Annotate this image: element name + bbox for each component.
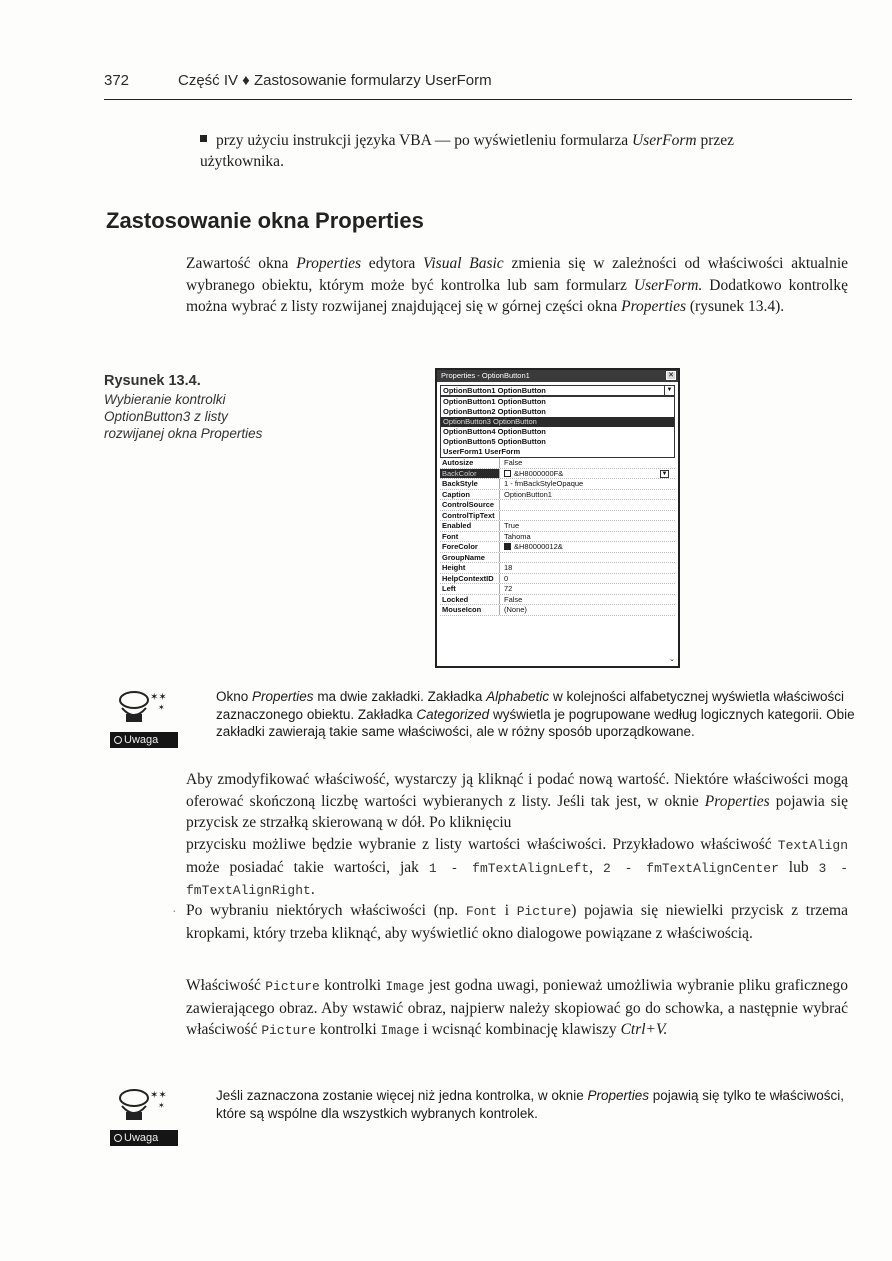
property-row bbox=[440, 458, 675, 469]
stray-mark: · bbox=[172, 905, 177, 920]
page-header bbox=[104, 72, 852, 100]
note-icon bbox=[110, 1086, 180, 1146]
body-paragraph: Aby zmodyfikować właściwość, wystarczy ją kliknąć i podać nową wartość. Niektóre właściwości mogą oferować skończoną liczbę wartości wybieranych z listy. Jeśli tak jest, w oknie Properties pojawia się przycisk ze strzałką skierowaną w dół. Po kliknięciu bbox=[186, 771, 848, 831]
figure-caption bbox=[104, 373, 279, 442]
property-row bbox=[440, 563, 675, 574]
svg-text:✶: ✶ bbox=[158, 1101, 165, 1110]
note-badge: Uwaga bbox=[110, 732, 178, 748]
lamp-icon bbox=[116, 688, 172, 728]
property-value-cell bbox=[500, 511, 675, 521]
property-row bbox=[440, 469, 675, 480]
dropdown-item: OptionButton2 OptionButton bbox=[443, 407, 546, 416]
property-value-cell bbox=[500, 521, 675, 531]
property-row bbox=[440, 532, 675, 543]
property-value-cell bbox=[500, 553, 675, 563]
object-combo-value: OptionButton1 OptionButton bbox=[443, 386, 546, 395]
property-value: OptionButton1 bbox=[504, 489, 552, 499]
body-paragraph: · Po wybraniu niektórych właściwości (np. Font i Picture) pojawia się niewielki przycisk z trzema kropkami, który trzeba kliknąć, aby wyświetlić okno dialogowe powiązane z właściwością. bbox=[172, 902, 848, 942]
svg-text:✶✶: ✶✶ bbox=[150, 692, 167, 703]
property-name: GroupName bbox=[440, 553, 500, 563]
body-paragraph: Właściwość Picture kontrolki Image jest godna uwagi, ponieważ umożliwia wybranie pliku graficznego zawierającego obraz. Aby wstawić obraz, najpierw należy skopiować go do schowka, a następnie wybrać właściwość Picture kontrolki Image i wcisnąć kombinację klawiszy Ctrl+V. bbox=[186, 977, 848, 1038]
property-value-cell bbox=[500, 605, 675, 615]
property-value: 72 bbox=[504, 584, 513, 593]
property-value: 18 bbox=[504, 563, 513, 572]
dropdown-item: UserForm1 UserForm bbox=[443, 447, 521, 456]
properties-title: Properties - OptionButton1 bbox=[441, 371, 530, 380]
dropdown-item: OptionButton4 OptionButton bbox=[443, 427, 546, 436]
note-icon bbox=[110, 688, 180, 748]
property-name: Caption bbox=[440, 490, 500, 500]
scroll-down-icon: ⌄ bbox=[669, 656, 675, 663]
property-value: True bbox=[504, 521, 520, 530]
property-row bbox=[440, 511, 675, 522]
object-dropdown-list bbox=[440, 396, 675, 458]
bullet-item: przy użyciu instrukcji języka VBA — po wyświetleniu formularza UserForm przez użytkownika. bbox=[200, 132, 734, 170]
property-name: Font bbox=[440, 532, 500, 542]
property-value: &H8000000F& bbox=[514, 468, 564, 478]
color-swatch-icon bbox=[504, 470, 511, 477]
property-name: ForeColor bbox=[440, 542, 500, 552]
property-value-cell bbox=[500, 595, 675, 605]
properties-titlebar bbox=[437, 370, 678, 382]
property-name: BackStyle bbox=[440, 479, 500, 489]
property-row bbox=[440, 574, 675, 585]
figure-number: Rysunek 13.4. bbox=[104, 373, 201, 389]
property-value: Tahoma bbox=[504, 531, 531, 541]
section-heading: Zastosowanie okna Properties bbox=[106, 208, 424, 233]
bullet-square-icon bbox=[200, 135, 207, 142]
lamp-icon bbox=[116, 1086, 172, 1126]
property-value-cell bbox=[500, 469, 675, 479]
property-value-cell bbox=[500, 532, 675, 542]
dropdown-item: OptionButton5 OptionButton bbox=[443, 437, 546, 446]
property-name: HelpContextID bbox=[440, 574, 500, 584]
property-name: Autosize bbox=[440, 458, 500, 468]
property-name: ControlSource bbox=[440, 500, 500, 510]
chevron-down-icon: ▼ bbox=[661, 470, 668, 477]
property-row bbox=[440, 595, 675, 606]
property-row bbox=[440, 490, 675, 501]
property-row bbox=[440, 542, 675, 553]
property-row bbox=[440, 500, 675, 511]
body-paragraph: przycisku możliwe będzie wybranie z listy wartości właściwości. Przykładowo właściwość TextAlign może posiadać takie wartości, jak 1 - fmTextAlignLeft, 2 - fmTextAlignCenter lub 3 - fmTextAlignRight. bbox=[186, 836, 848, 898]
close-icon: ✕ bbox=[666, 371, 676, 380]
note-badge: Uwaga bbox=[110, 1130, 178, 1146]
property-name: BackColor bbox=[440, 469, 500, 479]
property-value: 1 - fmBackStyleOpaque bbox=[504, 479, 584, 488]
figure-caption-text: Wybieranie kontrolki OptionButton3 z listy rozwijanej okna Properties bbox=[104, 392, 263, 441]
property-row bbox=[440, 479, 675, 490]
svg-text:✶: ✶ bbox=[158, 703, 165, 712]
property-row bbox=[440, 553, 675, 564]
property-value-cell bbox=[500, 563, 675, 573]
note-text: Okno Properties ma dwie zakładki. Zakładka Alphabetic w kolejności alfabetycznej wyświetla właściwości zaznaczonego obiektu. Zakładka Categorized wyświetla je pogrupowane według logicznych kategorii. Obie zakładki zawierają takie same właściwości, ale w różny sposób uporządkowane. bbox=[216, 689, 855, 739]
object-combo bbox=[440, 385, 675, 396]
property-name: Enabled bbox=[440, 521, 500, 531]
property-value: (None) bbox=[504, 605, 527, 614]
property-row bbox=[440, 605, 675, 616]
property-name: Height bbox=[440, 563, 500, 573]
svg-text:✶✶: ✶✶ bbox=[150, 1090, 167, 1101]
properties-window-figure bbox=[435, 368, 680, 668]
property-value: 0 bbox=[504, 573, 509, 583]
property-row bbox=[440, 584, 675, 595]
property-value-cell bbox=[500, 584, 675, 594]
property-name: Left bbox=[440, 584, 500, 594]
property-value-cell bbox=[500, 500, 675, 510]
property-value-cell bbox=[500, 479, 675, 489]
dropdown-item: OptionButton1 OptionButton bbox=[443, 397, 546, 406]
property-grid bbox=[440, 458, 675, 616]
running-title: Część IV ♦ Zastosowanie formularzy UserForm bbox=[178, 72, 492, 89]
property-value-cell bbox=[500, 458, 675, 468]
property-row bbox=[440, 521, 675, 532]
property-value: &H80000012& bbox=[514, 542, 563, 551]
chevron-down-icon: ▼ bbox=[664, 386, 674, 395]
property-value: False bbox=[504, 594, 523, 604]
property-name: ControlTipText bbox=[440, 511, 500, 521]
property-value-cell bbox=[500, 490, 675, 500]
dropdown-item: OptionButton3 OptionButton bbox=[441, 417, 674, 427]
body-paragraph: Zawartość okna Properties edytora Visual Basic zmienia się w zależności od właściwości aktualnie wybranego obiektu, którym może być kontrolka lub sam formularz UserForm. Dodatkowo kontrolkę można wybrać z listy rozwijanej znajdującej się w górnej części okna Properties (rysunek 13.4). bbox=[186, 255, 849, 315]
note-text: Jeśli zaznaczona zostanie więcej niż jedna kontrolka, w oknie Properties pojawią się tylko te właściwości, które są wspólne dla wszystkich wybranych kontrolek. bbox=[216, 1088, 845, 1121]
color-swatch-icon bbox=[504, 543, 511, 550]
page-number: 372 bbox=[104, 72, 130, 89]
property-value-cell bbox=[500, 574, 675, 584]
property-value-cell bbox=[500, 542, 675, 552]
property-value: False bbox=[504, 458, 523, 467]
property-name: Locked bbox=[440, 595, 500, 605]
property-name: MouseIcon bbox=[440, 605, 500, 615]
